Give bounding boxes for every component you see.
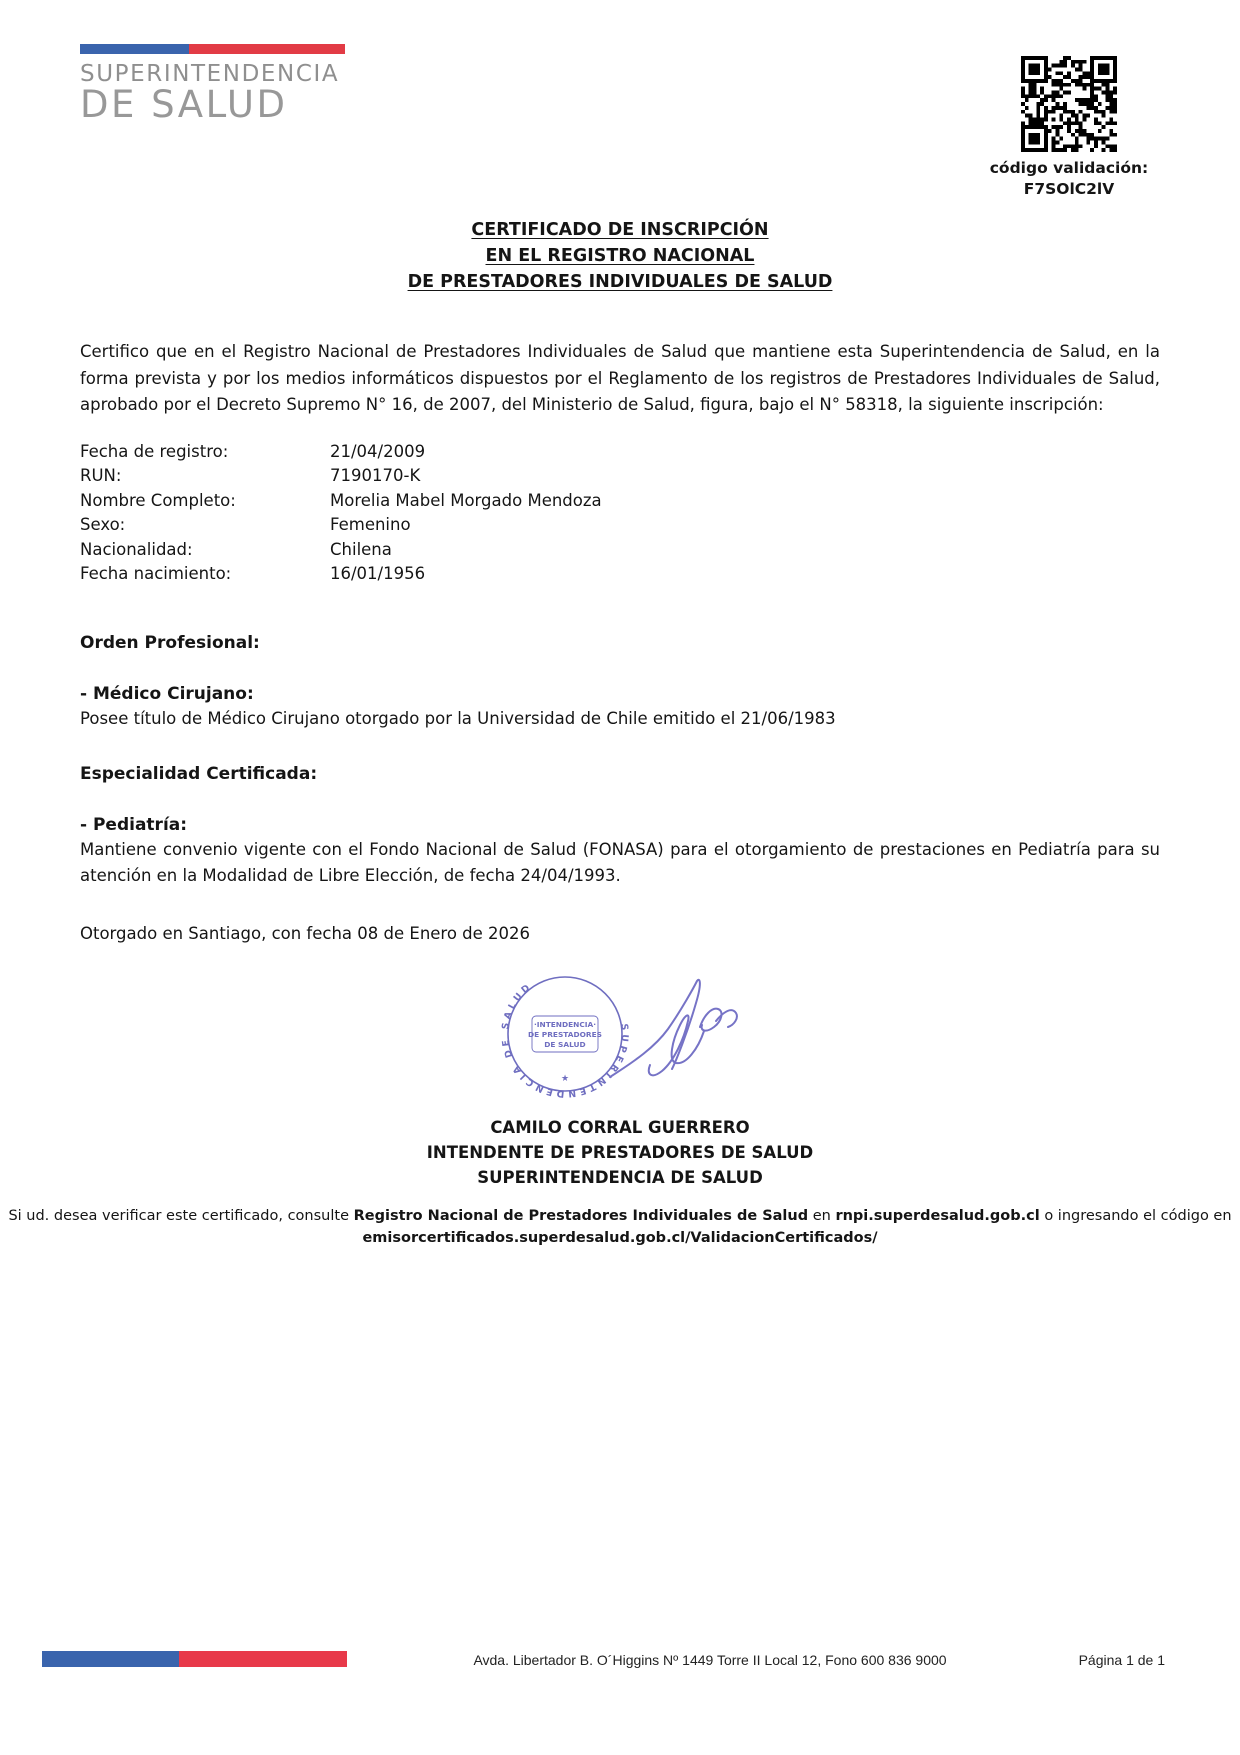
verify-registry-name: Registro Nacional de Prestadores Individuales de Salud (353, 1207, 809, 1224)
verify-text-3: o ingresando el código en (1039, 1207, 1232, 1224)
validation-code: F7SOlC2lV (1023, 180, 1115, 198)
medico-cirujano-text: Posee título de Médico Cirujano otorgado por la Universidad de Chile emitido el 21/06/1983 (80, 709, 836, 729)
validation-block (954, 56, 1184, 200)
field-row-sexo (80, 513, 1160, 538)
footer-flag-bar (42, 1651, 347, 1667)
field-row-nombre (80, 489, 1160, 514)
flag-bar (80, 44, 345, 54)
stamp-and-signature (0, 969, 1240, 1113)
pediatria-heading: - Pediatría: (80, 814, 188, 835)
verify-text-1: Si ud. desea verificar este certificado, consulte (8, 1207, 354, 1224)
certificate-title (0, 217, 1240, 295)
field-label: Nombre Completo: (80, 490, 236, 510)
issued-line: Otorgado en Santiago, con fecha 08 de Enero de 2026 (80, 923, 531, 943)
qr-code (1021, 56, 1117, 152)
field-value: Morelia Mabel Morgado Mendoza (330, 490, 602, 510)
signatory-name: CAMILO CORRAL GUERRERO (490, 1117, 750, 1137)
logo-line1: SUPERINTENDENCIA (80, 61, 340, 87)
field-value: 16/01/1956 (330, 564, 426, 584)
verify-url-rnpi: rnpi.superdesalud.gob.cl (835, 1207, 1040, 1224)
field-label: Fecha nacimiento: (80, 564, 232, 584)
field-label: RUN: (80, 466, 122, 486)
field-row-nacionalidad (80, 538, 1160, 563)
footer-flag-blue (42, 1651, 179, 1667)
field-value: Femenino (330, 515, 411, 535)
verification-note (0, 1205, 1240, 1249)
field-row-fecha-nacimiento (80, 562, 1160, 587)
stamp-center-line1: ·INTENDENCIA· (533, 1019, 597, 1029)
verify-url-emisor: emisorcertificados.superdesalud.gob.cl/ValidacionCertificados/ (362, 1229, 878, 1246)
footer (0, 1645, 1240, 1681)
flag-bar-red (189, 44, 345, 54)
footer-flag-red (179, 1651, 347, 1667)
superintendencia-logo (80, 44, 345, 126)
title-line2: EN EL REGISTRO NACIONAL (485, 246, 755, 266)
stamp-ring-text: SUPERINTENDENCIA DE SALUD (499, 979, 631, 1099)
especialidad-heading: Especialidad Certificada: (80, 763, 318, 784)
title-line3: DE PRESTADORES INDIVIDUALES DE SALUD (407, 272, 833, 292)
medico-cirujano-heading: - Médico Cirujano: (80, 684, 254, 705)
intro-paragraph: Certifico que en el Registro Nacional de Prestadores Individuales de Salud que mantiene esta Superintendencia de Salud, en la forma prevista y por los medios informáticos dispuestos por el Reglamento de los registros de Prestadores Individuales de Salud, aprobado por el Decreto Supremo N° 16, de 2007, del Ministerio de Salud, figura, bajo el N° 58318, la siguiente inscripción: (80, 342, 1160, 414)
orden-profesional-heading: Orden Profesional: (80, 633, 260, 654)
verify-text-2: en (808, 1207, 836, 1224)
footer-page-number: Página 1 de 1 (1078, 1652, 1165, 1668)
header (0, 0, 1240, 215)
stamp-center-line2: DE PRESTADORES (528, 1029, 602, 1039)
signatory-org: SUPERINTENDENCIA DE SALUD (477, 1167, 763, 1187)
logo-line2: DE SALUD (80, 83, 288, 126)
field-label: Nacionalidad: (80, 539, 193, 559)
signatory-title: INTENDENTE DE PRESTADORES DE SALUD (426, 1142, 814, 1162)
registration-fields (80, 440, 1160, 588)
stamp-star: ★ (560, 1073, 570, 1084)
field-value: 21/04/2009 (330, 441, 426, 461)
stamp-center-line3: DE SALUD (544, 1039, 586, 1049)
signatory-block (0, 1115, 1240, 1190)
field-label: Fecha de registro: (80, 441, 229, 461)
field-row-run (80, 464, 1160, 489)
title-line1: CERTIFICADO DE INSCRIPCIÓN (471, 220, 769, 240)
field-value: Chilena (330, 539, 392, 559)
field-row-fecha-registro (80, 440, 1160, 465)
validation-label: código validación: (989, 159, 1149, 177)
field-label: Sexo: (80, 515, 126, 535)
pediatria-text: Mantiene convenio vigente con el Fondo Nacional de Salud (FONASA) para el otorgamiento de prestaciones en Pediatría para su atención en la Modalidad de Libre Elección, de fecha 24/04/1993. (80, 839, 1160, 886)
official-stamp-signature-image (450, 969, 790, 1109)
footer-address: Avda. Libertador B. O´Higgins Nº 1449 Torre II Local 12, Fono 600 836 9000 (473, 1652, 947, 1668)
field-value: 7190170-K (330, 466, 421, 486)
flag-bar-blue (80, 44, 189, 54)
